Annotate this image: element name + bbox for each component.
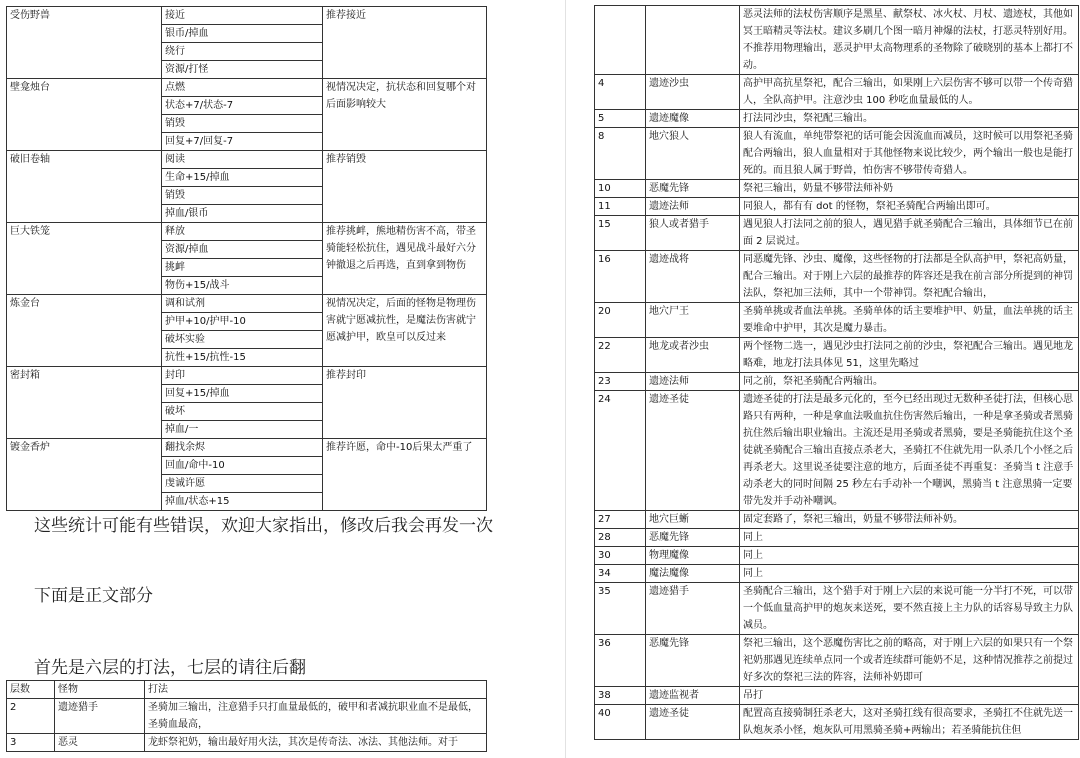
floor-row — [595, 251, 1079, 303]
floor-row — [595, 216, 1079, 251]
layer-cell: 36 — [595, 635, 646, 687]
page-divider — [565, 0, 566, 758]
option-name-cell: 接近 — [162, 7, 323, 25]
option-name-cell: 销毁 — [162, 187, 323, 205]
floor-row — [595, 583, 1079, 635]
layer-cell: 24 — [595, 391, 646, 511]
event-row — [7, 439, 487, 457]
option-effect-cell: 掉血/一 — [162, 421, 323, 439]
monster-cell: 遗迹猎手 — [55, 699, 145, 734]
event-note-cell: 推荐封印 — [323, 367, 487, 439]
event-note-cell: 推荐销毁 — [323, 151, 487, 223]
layer-cell: 4 — [595, 75, 646, 110]
layer-cell: 5 — [595, 110, 646, 128]
tactic-cell: 狼人有流血，单纯带祭祀的话可能会因流血而减员，这时候可以用祭祀圣骑配合两输出，狼人血量相对于其他怪物来说比较少，两个输出一般也是能打死的。而且狼人属于野兽，怕伤害不够带传奇猎人。 — [740, 128, 1079, 180]
event-row — [7, 151, 487, 169]
floor-row — [595, 75, 1079, 110]
event-name-cell: 巨大铁笼 — [7, 223, 162, 295]
monster-cell: 遗迹战将 — [646, 251, 740, 303]
floor-row — [595, 6, 1079, 75]
layer-cell: 23 — [595, 373, 646, 391]
tactic-cell: 遇见狼人打法同之前的狼人，遇见猎手就圣骑配合三输出，具体细节已在前面 2 层说过。 — [740, 216, 1079, 251]
monster-cell — [646, 6, 740, 75]
event-row — [7, 367, 487, 385]
floor-row — [7, 699, 487, 734]
monster-cell: 遗迹沙虫 — [646, 75, 740, 110]
tactic-cell: 配置高直接骑制狂杀老大，这对圣骑扛线有很高要求，圣骑扛不住就先送一队炮灰杀小怪，炮灰队可用黑骑圣骑+两输出；若圣骑能抗住但 — [740, 705, 1079, 740]
option-name-cell: 点燃 — [162, 79, 323, 97]
floor-row — [595, 705, 1079, 740]
floor-row — [595, 635, 1079, 687]
option-name-cell: 挑衅 — [162, 259, 323, 277]
event-row — [7, 295, 487, 313]
option-effect-cell: 掉血/状态+15 — [162, 493, 323, 511]
monster-cell: 恶魔先锋 — [646, 180, 740, 198]
monster-cell: 遗迹法师 — [646, 198, 740, 216]
tactic-cell: 圣骑加三输出，注意猎手只打血量最低的，破甲和者减抗职业血不是最低，圣骑血最高， — [145, 699, 487, 734]
monster-cell: 地龙或者沙虫 — [646, 338, 740, 373]
tactic-cell: 两个怪物二选一，遇见沙虫打法同之前的沙虫，祭祀配合三输出。遇见地龙略难，地龙打法具体见 51，这里先略过 — [740, 338, 1079, 373]
floor-row — [595, 128, 1079, 180]
errata-paragraph: 这些统计可能有些错误，欢迎大家指出，修改后我会再发一次 — [34, 516, 493, 536]
monster-cell: 物理魔像 — [646, 547, 740, 565]
monster-cell: 遗迹圣徒 — [646, 705, 740, 740]
floor-row — [595, 565, 1079, 583]
floor-row — [595, 373, 1079, 391]
option-name-cell: 翻找余烬 — [162, 439, 323, 457]
tactic-cell: 龙虾祭祀奶，输出最好用火法，其次是传奇法、冰法、其他法师。对于 — [145, 734, 487, 752]
event-name-cell: 受伤野兽 — [7, 7, 162, 79]
layer-cell: 16 — [595, 251, 646, 303]
monster-cell: 恶魔先锋 — [646, 529, 740, 547]
layer-header: 层数 — [7, 681, 55, 699]
layer-cell: 10 — [595, 180, 646, 198]
tactic-cell: 固定套路了，祭祀三输出，奶量不够带法师补奶。 — [740, 511, 1079, 529]
layer-cell: 20 — [595, 303, 646, 338]
layer-cell: 15 — [595, 216, 646, 251]
layer-cell: 27 — [595, 511, 646, 529]
option-name-cell: 封印 — [162, 367, 323, 385]
option-effect-cell: 资源/打怪 — [162, 61, 323, 79]
floor-row — [595, 511, 1079, 529]
monster-cell: 地穴狼人 — [646, 128, 740, 180]
option-effect-cell: 银币/掉血 — [162, 25, 323, 43]
tactic-cell: 祭祀三输出，奶量不够带法师补奶 — [740, 180, 1079, 198]
main-text-heading: 下面是正文部分 — [34, 586, 153, 606]
floor-row — [595, 180, 1079, 198]
floor-row — [595, 198, 1079, 216]
layer-cell: 40 — [595, 705, 646, 740]
floor-row — [595, 687, 1079, 705]
event-note-cell: 视情况决定，后面的怪物是物理伤害就宁愿减抗性，是魔法伤害就宁愿减护甲，欧皇可以反过来 — [323, 295, 487, 367]
option-effect-cell: 生命+15/掉血 — [162, 169, 323, 187]
floor-row — [7, 734, 487, 752]
layer-cell: 35 — [595, 583, 646, 635]
layer-cell: 22 — [595, 338, 646, 373]
layer-cell: 34 — [595, 565, 646, 583]
event-options-table — [6, 6, 487, 511]
layer-cell: 8 — [595, 128, 646, 180]
tactic-header: 打法 — [145, 681, 487, 699]
event-name-cell: 炼金台 — [7, 295, 162, 367]
option-name-cell: 释放 — [162, 223, 323, 241]
option-effect-cell: 抗性+15/抗性-15 — [162, 349, 323, 367]
tactic-cell: 吊打 — [740, 687, 1079, 705]
layer-cell — [595, 6, 646, 75]
option-effect-cell: 回复+15/掉血 — [162, 385, 323, 403]
floor-row — [595, 529, 1079, 547]
option-effect-cell: 回血/命中-10 — [162, 457, 323, 475]
tactic-cell: 同上 — [740, 565, 1079, 583]
floor-row — [595, 110, 1079, 128]
monster-cell: 遗迹监视者 — [646, 687, 740, 705]
monster-cell: 遗迹法师 — [646, 373, 740, 391]
event-name-cell: 镀金香炉 — [7, 439, 162, 511]
event-row — [7, 223, 487, 241]
tactic-cell: 同恶魔先锋、沙虫、魔像，这些怪物的打法都是全队高护甲，祭祀高奶量，配合三输出。对于刚上六层的最推荐的阵容还是我在前言部分所提到的神罚法队，祭祀加三法师，其中一个带神罚。祭祀配合输出， — [740, 251, 1079, 303]
monster-cell: 地穴巨蜥 — [646, 511, 740, 529]
layer-cell: 11 — [595, 198, 646, 216]
event-row — [7, 79, 487, 97]
tactic-cell: 恶灵法师的法杖伤害顺序是黑星、献祭杖、冰火杖、月杖、遗迹杖，其他如冥王暗精灵等法杖。建议多刷几个图一暗月神爆的法杖，打恶灵特别好用。不推荐用物理输出，恶灵护甲太高物理系的圣物除了破晓别的基本上都打不动。 — [740, 6, 1079, 75]
event-name-cell: 密封箱 — [7, 367, 162, 439]
layer-cell: 2 — [7, 699, 55, 734]
option-effect-cell: 回复+7/回复-7 — [162, 133, 323, 151]
right-page — [574, 0, 1080, 758]
event-name-cell: 壁龛烛台 — [7, 79, 162, 151]
tactic-cell: 同上 — [740, 547, 1079, 565]
floor-row — [595, 338, 1079, 373]
tactic-cell: 祭祀三输出，这个恶魔伤害比之前的略高，对于刚上六层的如果只有一个祭祀奶那遇见连续单点同一个或者连续群可能奶不足，这种情况推荐之前提过好多次的祭祀三法的阵容，法师补奶即可 — [740, 635, 1079, 687]
option-name-cell: 破坏实验 — [162, 331, 323, 349]
monster-cell: 地穴尸王 — [646, 303, 740, 338]
layer-cell: 30 — [595, 547, 646, 565]
tactic-cell: 圣骑配合三输出，这个猎手对于刚上六层的来说可能一分半打不死，可以带一个低血量高护甲的炮灰来送死，要不然直接上主力队的话容易导致主力队减员。 — [740, 583, 1079, 635]
monster-header: 怪物 — [55, 681, 145, 699]
option-name-cell: 虔诚许愿 — [162, 475, 323, 493]
option-effect-cell: 状态+7/状态-7 — [162, 97, 323, 115]
monster-cell: 遗迹猎手 — [646, 583, 740, 635]
event-note-cell: 推荐许愿，命中-10后果太严重了 — [323, 439, 487, 511]
floor-strategy-table — [6, 680, 487, 752]
event-note-cell: 推荐挑衅，熊地精伤害不高，带圣骑能轻松抗住，遇见战斗最好六分钟撤退之后再选，直到拿到物伤 — [323, 223, 487, 295]
option-name-cell: 阅读 — [162, 151, 323, 169]
layer-cell: 28 — [595, 529, 646, 547]
floor-header-row — [7, 681, 487, 699]
monster-cell: 狼人或者猎手 — [646, 216, 740, 251]
tactic-cell: 同狼人，都有有 dot 的怪物，祭祀圣骑配合两输出即可。 — [740, 198, 1079, 216]
tactic-cell: 同上 — [740, 529, 1079, 547]
event-row — [7, 7, 487, 25]
tactic-cell: 同之前，祭祀圣骑配合两输出。 — [740, 373, 1079, 391]
monster-cell: 恶魔先锋 — [646, 635, 740, 687]
layer-cell: 3 — [7, 734, 55, 752]
floor-row — [595, 391, 1079, 511]
floor-row — [595, 303, 1079, 338]
floor-strategy-table-continued — [594, 5, 1079, 740]
tactic-cell: 高护甲高抗星祭祀，配合三输出，如果刚上六层伤害不够可以带一个传奇猎人，全队高护甲。注意沙虫 100 秒吃血量最低的人。 — [740, 75, 1079, 110]
layer-cell: 38 — [595, 687, 646, 705]
option-effect-cell: 资源/掉血 — [162, 241, 323, 259]
event-note-cell: 推荐接近 — [323, 7, 487, 79]
option-name-cell: 破坏 — [162, 403, 323, 421]
option-effect-cell: 物伤+15/战斗 — [162, 277, 323, 295]
monster-cell: 恶灵 — [55, 734, 145, 752]
monster-cell: 魔法魔像 — [646, 565, 740, 583]
sixth-floor-intro: 首先是六层的打法，七层的请往后翻 — [34, 658, 306, 678]
option-effect-cell: 护甲+10/护甲-10 — [162, 313, 323, 331]
monster-cell: 遗迹魔像 — [646, 110, 740, 128]
option-effect-cell: 掉血/银币 — [162, 205, 323, 223]
tactic-cell: 圣骑单挑或者血法单挑。圣骑单体的话主要堆护甲、奶量，血法单挑的话主要堆命中护甲，其次是魔力暴击。 — [740, 303, 1079, 338]
event-note-cell: 视情况决定，抗状态和回复哪个对后面影响较大 — [323, 79, 487, 151]
option-name-cell: 销毁 — [162, 115, 323, 133]
option-name-cell: 绕行 — [162, 43, 323, 61]
event-name-cell: 破旧卷轴 — [7, 151, 162, 223]
tactic-cell: 遗迹圣徒的打法是最多元化的，至今已经出现过无数种圣徒打法，但核心思路只有两种，一种是拿血法吸血抗住伤害然后输出，一种是拿圣骑或者黑骑抗住然后输出职业输出。主流还是用圣骑或者黑骑，要是圣骑能抗住这个圣徒就圣骑配合三输出直接点杀老大，圣骑扛不住就先用一队杀几个小怪之后再杀老大。这里说圣徒要注意的地方，后面圣徒不再重复：圣骑当 t 注意手动杀老大的同时间隔 25 秒左右手动补一个嘲讽，黑骑当 t 注意黑骑一定要带先发并手动补嘲讽。 — [740, 391, 1079, 511]
tactic-cell: 打法同沙虫，祭祀配三输出。 — [740, 110, 1079, 128]
floor-row — [595, 547, 1079, 565]
option-name-cell: 调和试剂 — [162, 295, 323, 313]
monster-cell: 遗迹圣徒 — [646, 391, 740, 511]
